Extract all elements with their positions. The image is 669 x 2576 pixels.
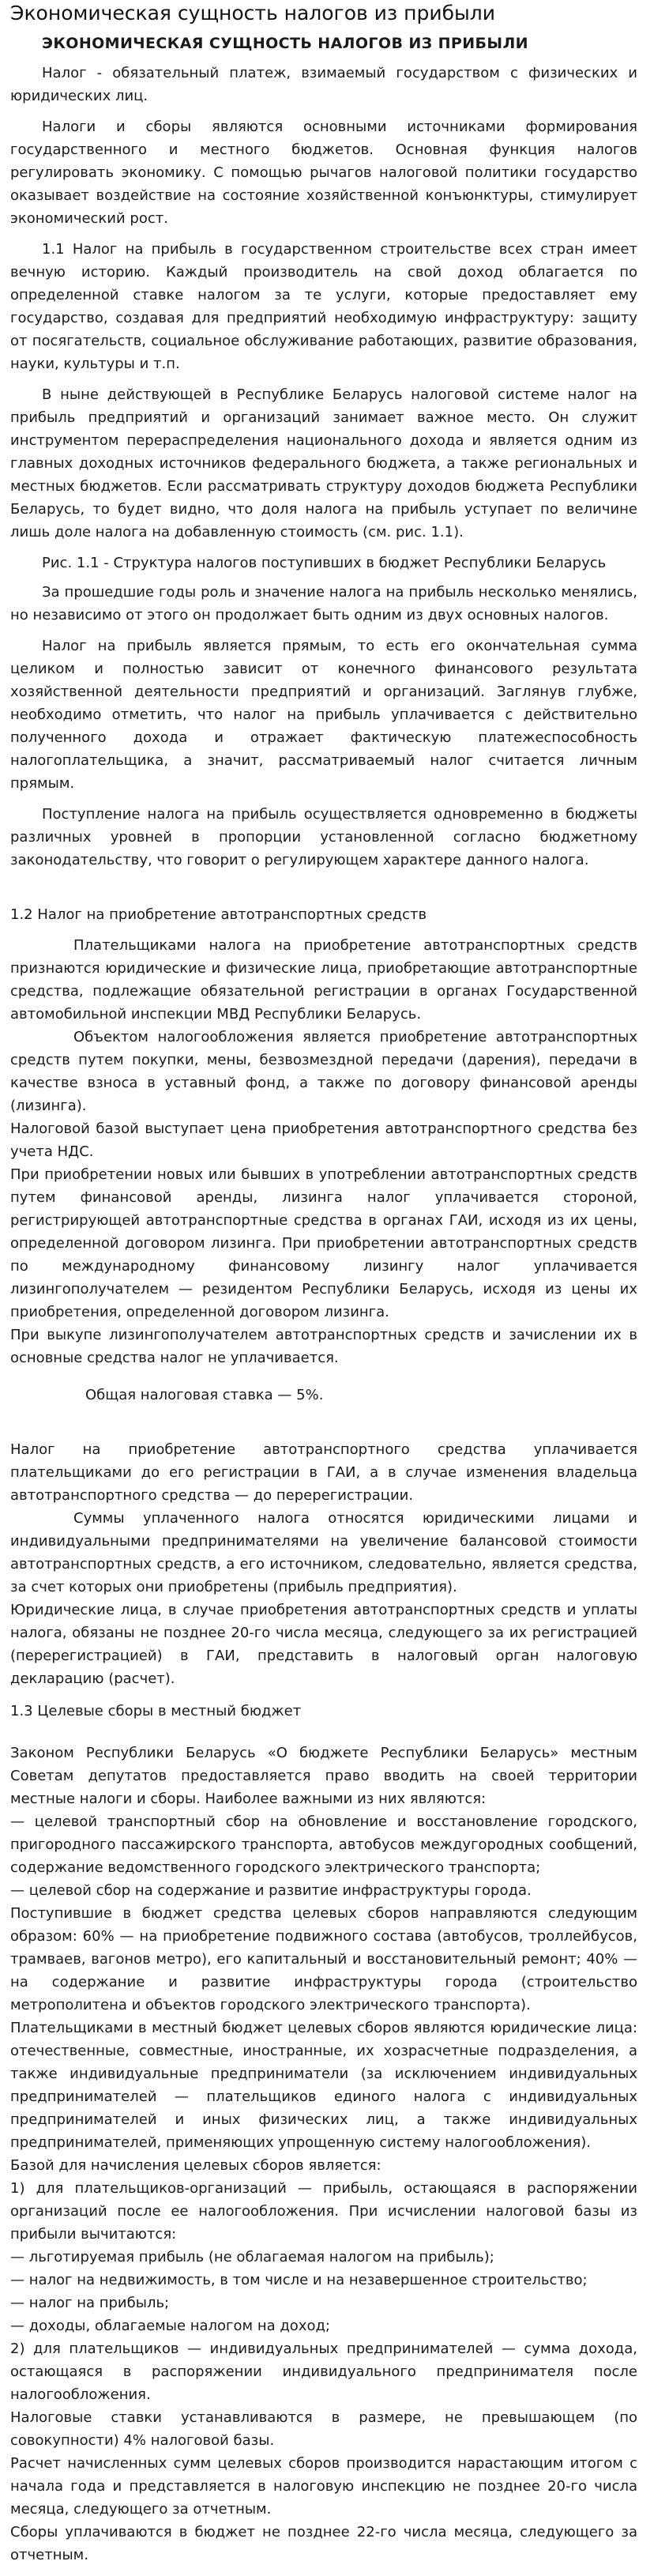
section-1-3-line: — налог на недвижимость, в том числе и на незавершенное строительство;: [10, 2272, 588, 2288]
section-subtitle: ЭКОНОМИЧЕСКАЯ СУЩНОСТЬ НАЛОГОВ ИЗ ПРИБЫЛИ: [42, 35, 528, 52]
section-1-3-line: Поступившие в бюджет средства целевых сборов направляются следующим образом: 60% — на приобретение подвижного состава (автобусов, троллейбусов, трамваев, вагонов метро), его капитальный и восстановительный ремонт; 40% — на содержание и развитие инфраструктуры города (строительство метрополитена и объектов городского электрического транспорта).: [10, 1905, 637, 2013]
section-1-2-paragraph-4: При приобретении новых или бывших в употреблении автотранспортных средств путем финансовой аренды, лизинга налог уплачивается стороной, регистрирующей автотранспортные средства в органах ГАИ, исходя из их цены, определенной договором лизинга. При приобретении автотранспортных средств по международному финансовому лизингу налог уплачивается лизингополучателем — резидентом Республики Беларусь, исходя из цены их приобретения, определенной договором лизинга.: [10, 1166, 637, 1320]
section-heading-1-2: 1.2 Налог на приобретение автотранспортных средств: [10, 906, 427, 923]
section-1-2-paragraph-7: Суммы уплаченного налога относятся юридическими лицами и индивидуальными предпринимателями на увеличение балансовой стоимости автотранспортных средств, а его источником, следовательно, является средства, за счет которых они приобретены (прибыль предприятия).: [10, 1510, 637, 1595]
section-1-2-paragraph-3: Налоговой базой выступает цена приобретения автотранспортного средства без учета НДС.: [10, 1120, 637, 1160]
body-paragraph-1: За прошедшие годы роль и значение налога на прибыль несколько менялись, но независимо от этого он продолжает быть одним из двух основных налогов.: [10, 584, 637, 623]
intro-paragraph-3: 1.1 Налог на прибыль в государственном строительстве всех стран имеет вечную историю. Каждый производитель на свой доход облагается по определенной ставке налогом за те услуги, которые предоставляет ему государство, создавая для предприятий необходимую инфраструктуру: защиту от посягательств, социальное обслуживание работающих, развитие образования, науки, культуры и т.п.: [10, 241, 637, 372]
spacer: [10, 1690, 637, 1700]
figure-caption: Рис. 1.1 - Структура налогов поступивших в бюджет Республики Беларусь: [42, 555, 607, 571]
intro-paragraph-2: Налоги и сборы являются основными источниками формирования государственного и местного бюджетов. Основная функция налогов регулировать экономику. С помощью рычагов налоговой политики государство оказывает воздействие на состояние хозяйственной конъюнктуры, стимулирует экономический рост.: [10, 119, 637, 227]
section-1-3-line: Базой для начисления целевых сборов является:: [10, 2157, 381, 2174]
section-1-2-paragraph-2: Объектом налогообложения является приобретение автотранспортных средств путем покупки, мены, безвозмездной передачи (дарения), передачи в качестве взноса в уставный фонд, а также по договору финансовой аренды (лизинга).: [10, 1029, 637, 1114]
intro-paragraph-4: В ныне действующей в Республике Беларусь налоговой системе налог на прибыль предприятий и организаций занимает важное место. Он служит инструментом перераспределения национального дохода и является одним из главных доходных источников федерального бюджета, а также региональных и местных бюджетов. Если рассматривать структуру доходов бюджета Республики Беларусь, то будет видно, что доля налога на прибыль уступает по величине лишь доле налога на добавленную стоимость (см. рис. 1.1).: [10, 386, 637, 540]
section-1-2-paragraph-1: Плательщиками налога на приобретение автотранспортных средств признаются юридические и физические лица, приобретающие автотранспортные средства, подлежащие обязательной регистрации в органах Государственной автомобильной инспекции МВД Республики Беларусь.: [10, 937, 637, 1022]
section-1-3-line: — льготируемая прибыль (не облагаемая налогом на прибыль);: [10, 2249, 494, 2265]
section-1-2-paragraph-6: Налог на приобретение автотранспортного средства уплачивается плательщиками до его регистрации в ГАИ, а в случае изменения владельца автотранспортного средства — до перерегистрации.: [10, 1441, 637, 1504]
section-1-3-line: — целевой транспортный сбор на обновление и восстановление городского, пригородного пассажирского транспорта, автобусов междугородных сообщений, содержание ведомственного городского электрического транспорта;: [10, 1813, 637, 1876]
section-1-3-line: — целевой сбор на содержание и развитие инфраструктуры города.: [10, 1882, 532, 1899]
spacer: [10, 879, 637, 903]
intro-paragraph-1: Налог - обязательный платеж, взимаемый государством с физических и юридических лиц.: [10, 65, 637, 104]
spacer: [10, 1731, 637, 1742]
body-paragraph-2: Налог на прибыль является прямым, то есть его окончательная сумма целиком и полностью зависит от конечного финансового результата хозяйственной деятельности предприятий и организаций. Заглянув глубже, необходимо отметить, что налог на прибыль уплачивается с действительно полученного дохода и отражает фактическую платежеспособность налогоплательщика, а значит, рассматриваемый налог считается личным прямым.: [10, 638, 637, 792]
section-1-3-line: Налоговые ставки устанавливаются в размере, не превышающем (по совокупности) 4% налоговой базы.: [10, 2409, 637, 2449]
page-title: Экономическая сущность налогов из прибыли: [10, 2, 496, 24]
tax-rate-line: Общая налоговая ставка — 5%.: [85, 1387, 324, 1403]
section-1-2-paragraph-5: При выкупе лизингополучателем автотранспортных средств и зачислении их в основные средства налог не уплачивается.: [10, 1327, 637, 1366]
section-1-3-line: — доходы, облагаемые налогом на доход;: [10, 2318, 330, 2334]
section-1-3-line: Плательщиками в местный бюджет целевых сборов являются юридические лица: отечественные, совместные, иностранные, их хозрасчетные подразделения, а также индивидуальные предприниматели (за исключением индивидуальных предпринимателей — плательщиков единого налога с индивидуальных предпринимателей и иных физических лиц, а также индивидуальных предпринимателей, применяющих упрощенную систему налогообложения).: [10, 2020, 637, 2151]
section-heading-1-3: 1.3 Целевые сборы в местный бюджет: [10, 1703, 302, 1719]
section-1-3-line: — налог на прибыль;: [10, 2295, 170, 2311]
section-1-3-line: Сборы уплачиваются в бюджет не позднее 22-го числа месяца, следующего за отчетным.: [10, 2524, 637, 2563]
body-paragraph-3: Поступление налога на прибыль осуществляется одновременно в бюджеты различных уровней в пропорции установленной согласно бюджетному законодательству, что говорит о регулирующем характере данного налога.: [10, 806, 637, 868]
section-1-2-paragraph-8: Юридические лица, в случае приобретения автотранспортных средств и уплаты налога, обязаны не позднее 20-го числа месяца, следующего за их регистрацией (перерегистрацией) в ГАИ, представить в налоговый орган налоговую декларацию (расчет).: [10, 1602, 637, 1687]
section-1-3-line: Законом Республики Беларусь «О бюджете Республики Беларусь» местным Советам депутатов предоставляется право вводить на своей территории местные налоги и сборы. Наиболее важными из них являются:: [10, 1745, 637, 1807]
section-1-3-line: 1) для плательщиков-организаций — прибыль, остающаяся в распоряжении организаций после ее налогообложения. При исчислении налоговой базы из прибыли вычитаются:: [10, 2180, 637, 2243]
section-1-3-line: 2) для плательщиков — индивидуальных предпринимателей — сумма дохода, остающаяся в распоряжении индивидуального предпринимателя после налогообложения.: [10, 2341, 637, 2403]
section-1-3-line: Расчет начисленных сумм целевых сборов производится нарастающим итогом с начала года и представляется в налоговую инспекцию не позднее 20-го числа месяца, следующего за отчетным.: [10, 2455, 637, 2518]
